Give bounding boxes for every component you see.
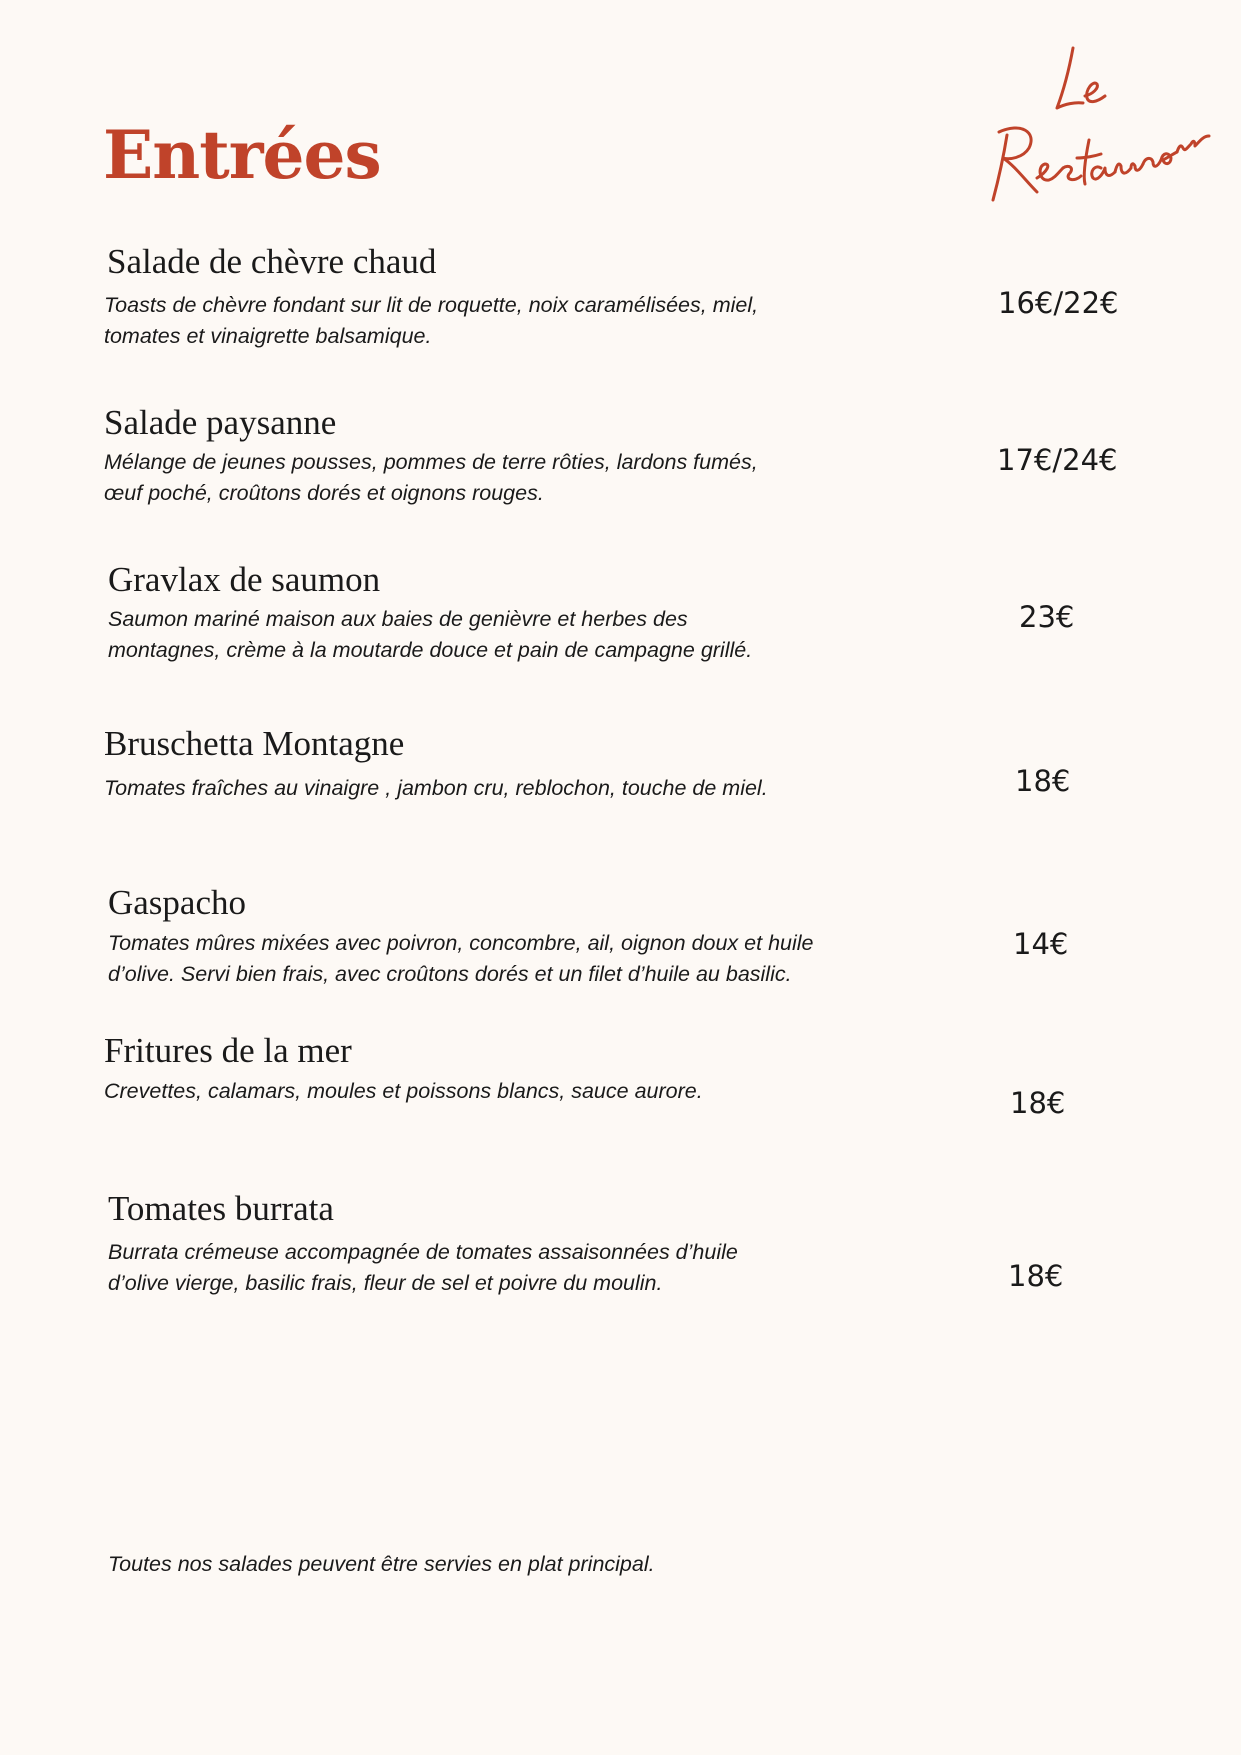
item-description-line: Tomates fraîches au vinaigre , jambon cru, reblochon, touche de miel. — [104, 776, 768, 800]
item-price: 23€ — [1019, 600, 1075, 634]
item-description-line: Crevettes, calamars, moules et poissons blancs, sauce aurore. — [104, 1079, 703, 1103]
item-description — [108, 1237, 868, 1299]
restaurant-logo — [985, 40, 1215, 210]
item-name: Gaspacho — [108, 883, 247, 922]
item-description-line: d’olive. Servi bien frais, avec croûtons dorés et un filet d’huile au basilic. — [108, 962, 792, 986]
item-description-line: d’olive vierge, basilic frais, fleur de sel et poivre du moulin. — [108, 1271, 663, 1295]
item-description — [104, 1076, 864, 1107]
item-description — [104, 290, 864, 352]
item-description-line: œuf poché, croûtons dorés et oignons rouges. — [104, 481, 544, 505]
item-description — [108, 928, 868, 990]
item-name: Gravlax de saumon — [108, 560, 381, 599]
item-price: 14€ — [1013, 927, 1069, 961]
item-price: 18€ — [1008, 1259, 1064, 1293]
item-price: 17€/24€ — [997, 443, 1118, 477]
item-description-line: tomates et vinaigrette balsamique. — [104, 324, 432, 348]
item-description-line: Toasts de chèvre fondant sur lit de roquette, noix caramélisées, miel, — [104, 293, 759, 317]
item-description — [108, 604, 868, 666]
item-name: Salade paysanne — [104, 403, 337, 442]
item-description-line: montagnes, crème à la moutarde douce et pain de campagne grillé. — [108, 638, 753, 662]
item-description-line: Saumon mariné maison aux baies de genièvre et herbes des — [108, 607, 688, 631]
item-price: 18€ — [1015, 764, 1071, 798]
item-name: Fritures de la mer — [104, 1031, 352, 1070]
item-name: Salade de chèvre chaud — [107, 242, 437, 281]
item-description — [104, 447, 864, 509]
footnote: Toutes nos salades peuvent être servies en plat principal. — [108, 1552, 655, 1576]
item-price: 18€ — [1010, 1086, 1066, 1120]
item-description — [104, 773, 864, 804]
page-title: Entrées — [103, 116, 381, 194]
item-description-line: Tomates mûres mixées avec poivron, concombre, ail, oignon doux et huile — [108, 931, 814, 955]
item-name: Bruschetta Montagne — [104, 724, 405, 763]
item-price: 16€/22€ — [998, 286, 1119, 320]
item-name: Tomates burrata — [108, 1189, 334, 1228]
item-description-line: Mélange de jeunes pousses, pommes de terre rôties, lardons fumés, — [104, 450, 758, 474]
item-description-line: Burrata crémeuse accompagnée de tomates assaisonnées d’huile — [108, 1240, 738, 1264]
